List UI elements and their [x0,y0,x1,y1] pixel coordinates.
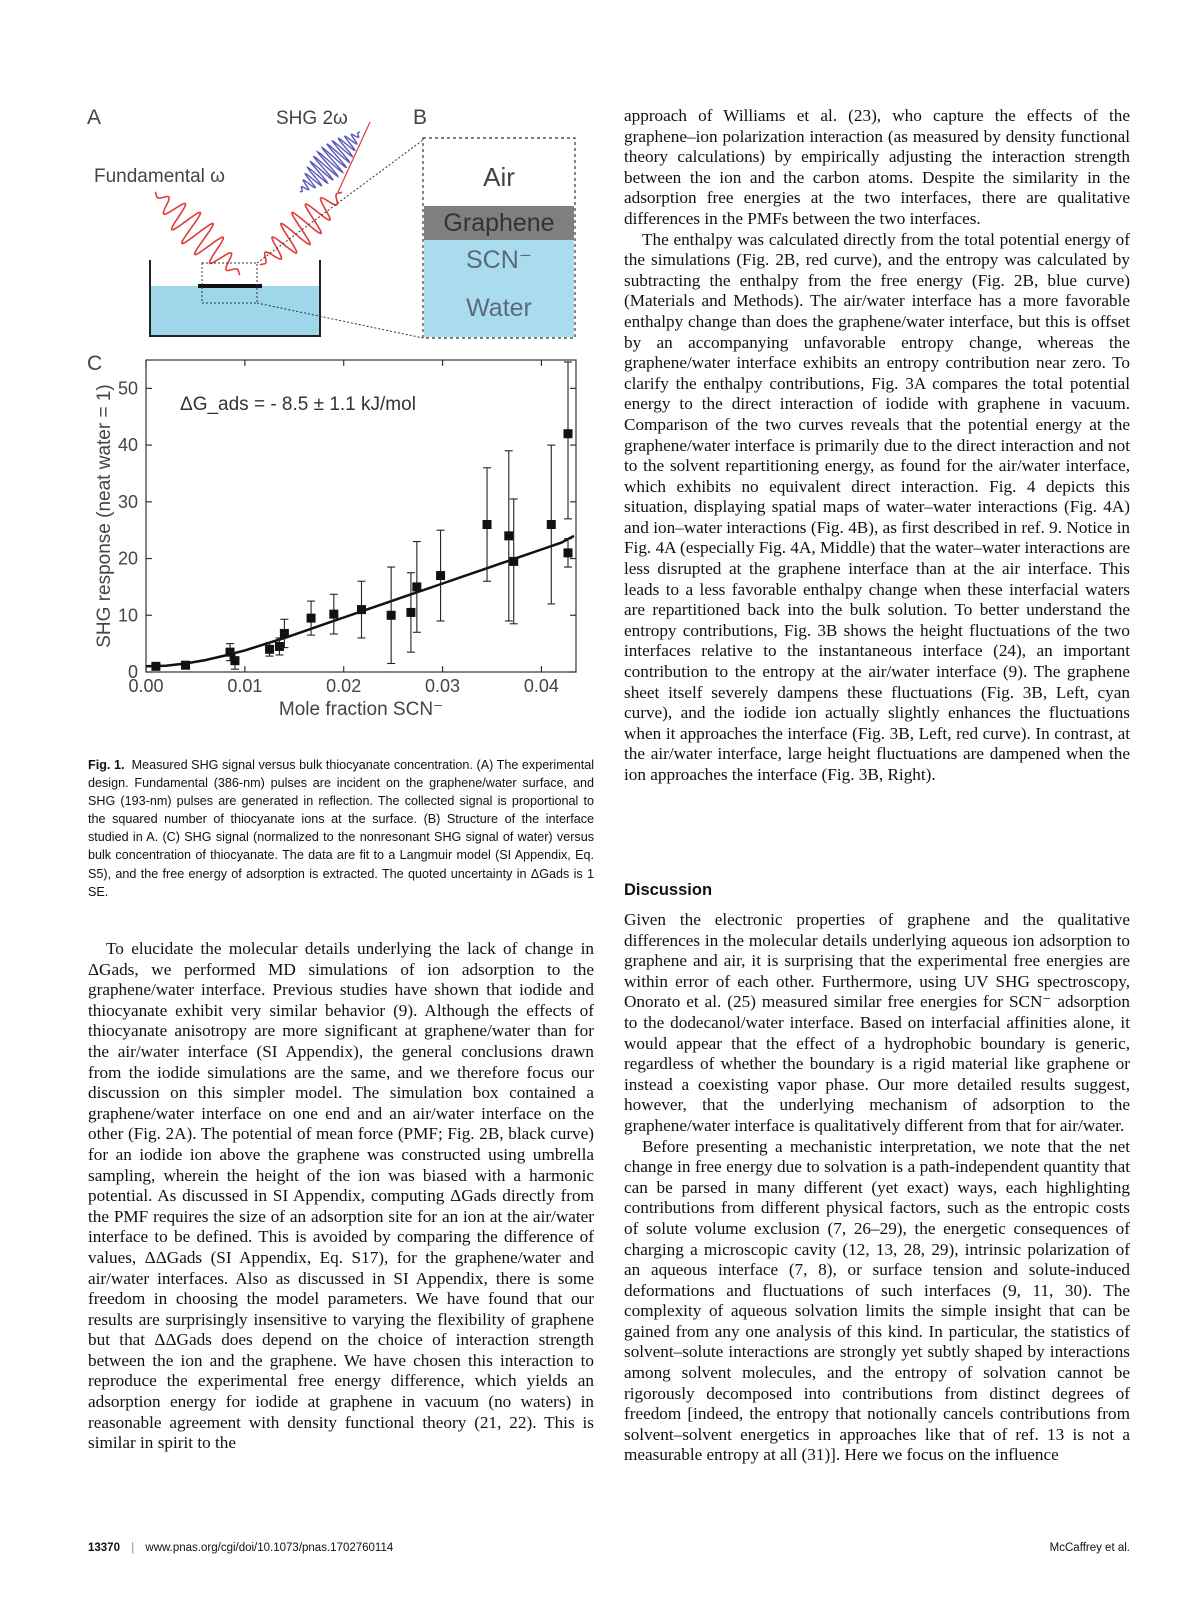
panel-label-b: B [413,106,428,129]
x-tick-label: 0.01 [227,676,263,696]
discussion-heading: Discussion [624,881,713,899]
paragraph-continuation: approach of Williams et al. (23), who capture the effects of the graphene–ion polarization interaction (as measured by density functional theory calculations) by empirically adjusting the interaction strength between the ion and the carbon atoms. Despite the similarity in the adsorption free energies at the two interfaces, there are qualitative differences in the PMFs between the two interfaces. [624,106,1130,228]
y-tick-label: 0 [127,662,138,682]
data-point [275,642,284,651]
shg-beam [300,132,360,192]
data-point [564,429,573,438]
data-point [412,582,421,591]
x-tick-label: 0.04 [523,676,559,696]
data-point [280,629,289,638]
figure-1 [80,100,620,740]
y-axis-label: SHG response (neat water = 1) [94,384,115,648]
y-tick-label: 50 [117,378,138,399]
caption-label: Fig. 1. [88,758,125,772]
panel-a-setup [94,108,423,338]
y-tick-label: 10 [117,605,138,626]
y-tick-label: 40 [117,435,138,456]
panel-label-c: C [87,352,103,375]
data-point [387,611,396,620]
x-tick-label: 0.03 [425,676,461,696]
air-label: Air [483,162,515,192]
paragraph-enthalpy: The enthalpy was calculated directly from the total potential energy of the simulations (Fig. 2B, red curve), and the entropy was calculated by subtracting the enthalpy from the free energy (Fig. 2B, blue curve) (Materials and Methods). The air/water interface has a more favorable enthalpy change than does the graphene/water interface, but this is offset by an accompanying unfavorable entropy change, whereas the graphene/water interface exhibits an entropy contribution near zero. To clarify the enthalpy contributions, Fig. 3A compares the total potential energy to the direct interaction of iodide with graphene in vacuum. Comparison of the two curves reveals that the potential energy at the graphene/water interface is primarily due to the direct interaction and not to the solvent repartitioning energy, as found for the air/water interface, which exhibits no equivalent direct interaction. Fig. 4 depicts this situation, displaying spatial maps of water–water interactions (Fig. 4A) and ion–water interactions (Fig. 4B), as first described in ref. 9. Notice in Fig. 4A (especially Fig. 4A, Middle) that the water–water interactions are less disrupted at the graphene interface than at the air interface. This leads to a less favorable enthalpy change when these interfacial waters are repartitioned back into the bulk solution. To better understand the entropy contributions, Fig. 3B shows the height fluctuations of the two interfaces relative to the instantaneous interface (24), an important contribution to the entropy at the air/water interface (9). The graphene sheet itself severely dampens these fluctuations (Fig. 3B, Left, cyan curve), and the iodide ion actually slightly enhances the fluctuations when it approaches the interface (Fig. 3B, Left, red curve). In contrast, at the air/water interface, large height fluctuations are dampened when the ion approaches the interface (Fig. 3B, Right). [624,229,1130,784]
footer-left [88,1542,393,1554]
x-tick-label: 0.00 [128,676,164,696]
data-point [230,656,239,665]
figure-caption [88,756,594,901]
data-point [564,548,573,557]
left-column-text [88,939,594,1454]
caption-text: Measured SHG signal versus bulk thiocyanate concentration. (A) The experimental design. Fundamental (386-nm) pulses are incident on the graphene/water surface, and SHG (193-nm) pulses are generated in reflection. The collected signal is proportional to the squared number of thiocyanate ions at the surface. (B) Structure of the interface studied in A. (C) SHG signal (normalized to the nonresonant SHG signal of water) versus bulk concentration of thiocyanate. The data are fit to a Langmuir model (SI Appendix, Eq. S5), and the free energy of adsorption is extracted. The quoted uncertainty in ΔGads is 1 SE. [88,758,594,899]
water-in-beaker [150,286,320,336]
data-point [307,614,316,623]
data-point [181,661,190,670]
footer-authors: McCaffrey et al. [1049,1542,1130,1554]
y-tick-label: 20 [117,548,138,569]
shg-label: SHG 2ω [276,108,348,129]
data-point [406,608,415,617]
delta-g-annotation: ΔG_ads = - 8.5 ± 1.1 kJ/mol [180,394,416,415]
data-point [504,531,513,540]
x-axis-label: Mole fraction SCN⁻ [278,699,444,720]
data-point [151,662,160,671]
footer-separator: | [131,1542,135,1554]
discussion-text [624,910,1130,1466]
figure-1-svg [80,100,620,740]
data-point [547,520,556,529]
page-number: 13370 [88,1542,120,1554]
x-tick-label: 0.02 [326,676,362,696]
y-axis [118,378,576,682]
discussion-paragraph-2: Before presenting a mechanistic interpretation, we note that the net change in free energy due to solvation is a path-independent quantity that can be parsed in many different (yet exact) ways, each highlighting contributions from different physical factors, such as the entropic costs of solute volume exclusion (7, 26–29), the energetic consequences of charging a microscopic cavity (12, 13, 28, 29), intrinsic polarization of an aqueous interface (7, 8), or surface tension and solute-induced deformations and fluctuations of such interfaces (9, 11, 30). The complexity of aqueous solvation limits the simple insight that can be gained from any one analysis of this kind. In particular, the statistics of solvent–solute interactions are strongly yet subtly shaped by interactions among solvent molecules, and the entropy of solvation cannot be rigorously decomposed into contributions from distinct degrees of freedom [indeed, the entropy that notionally cancels contributions from solvent–solvent energetics in approaches like that of ref. 13 is not a measurable entropy at all (31)]. Here we focus on the influence [624,1136,1130,1465]
data-point [483,520,492,529]
langmuir-fit-line [146,536,574,666]
panel-c-chart [94,360,576,720]
fundamental-label: Fundamental ω [94,166,226,187]
data-point [357,605,366,614]
shg-wave [300,132,360,192]
water-label: Water [466,294,532,322]
reflected-wave [260,192,342,265]
graphene-label: Graphene [443,209,555,237]
paragraph-md-simulations: To elucidate the molecular details underlying the lack of change in ΔGads, we performed MD simulations of ion adsorption to the graphene/water interface. Previous studies have shown that iodide and thiocyanate exhibit very similar behavior (9). Although the effects of thiocyanate anisotropy are more significant at graphene/water than for the air/water interface (SI Appendix), the general conclusions drawn from the iodide simulations are the same, and we therefore focus our discussion on this simpler model. The simulation box contained a graphene/water interface on one end and an air/water interface on the other (Fig. 2A). The potential of mean force (PMF; Fig. 2B, black curve) for an iodide ion above the graphene was constructed using umbrella sampling, wherein the height of the ion was biased with a harmonic potential. As discussed in SI Appendix, computing ΔGads directly from the PMF requires the size of an adsorption site for an ion at the air/water interface to be defined. This is avoided by comparing the difference of values, ΔΔGads (SI Appendix, Eq. S17), for the graphene/water and air/water interfaces. Also as discussed in SI Appendix, there is some freedom in choosing the model parameters. We have found that our results are surprisingly insensitive to varying the flexibility of graphene but that ΔΔGads does depend on the choice of interaction strength between the ion and the graphene. We have chosen this interaction to reproduce the experimental free energy difference, which yields an adsorption energy for iodide at graphene in vacuum (no waters) in reasonable agreement with density functional theory (21, 22). This is similar in spirit to the [88,939,594,1453]
data-point [509,557,518,566]
reflected-fundamental-beam [260,192,342,265]
scn-label: SCN⁻ [466,246,532,274]
panel-label-a: A [87,106,102,129]
data-point [265,645,274,654]
zoom-line-top [257,140,423,263]
y-tick-label: 30 [117,491,138,512]
data-point [436,571,445,580]
discussion-paragraph-1: Given the electronic properties of graphene and the qualitative differences in the molecular details underlying aqueous ion adsorption to graphene and air, it is surprising that the experimental free energies are within error of each other. Furthermore, using UV SHG spectroscopy, Onorato et al. (25) measured similar free energies for SCN⁻ adsorption to the dodecanol/water interface. Based on interfacial affinities alone, it would appear that the effect of a hydrophobic boundary is generic, regardless of whether the boundary is a rigid material like graphene or instead a coexisting vapor phase. Our more detailed results suggest, however, that the underlying mechanism of adsorption to the graphene/water interface is qualitatively different from that for air/water. [624,910,1130,1135]
panel-b-structure [423,138,575,338]
right-column-text [624,106,1130,786]
data-point [329,610,338,619]
doi-link[interactable]: www.pnas.org/cgi/doi/10.1073/pnas.1702760114 [145,1542,394,1554]
